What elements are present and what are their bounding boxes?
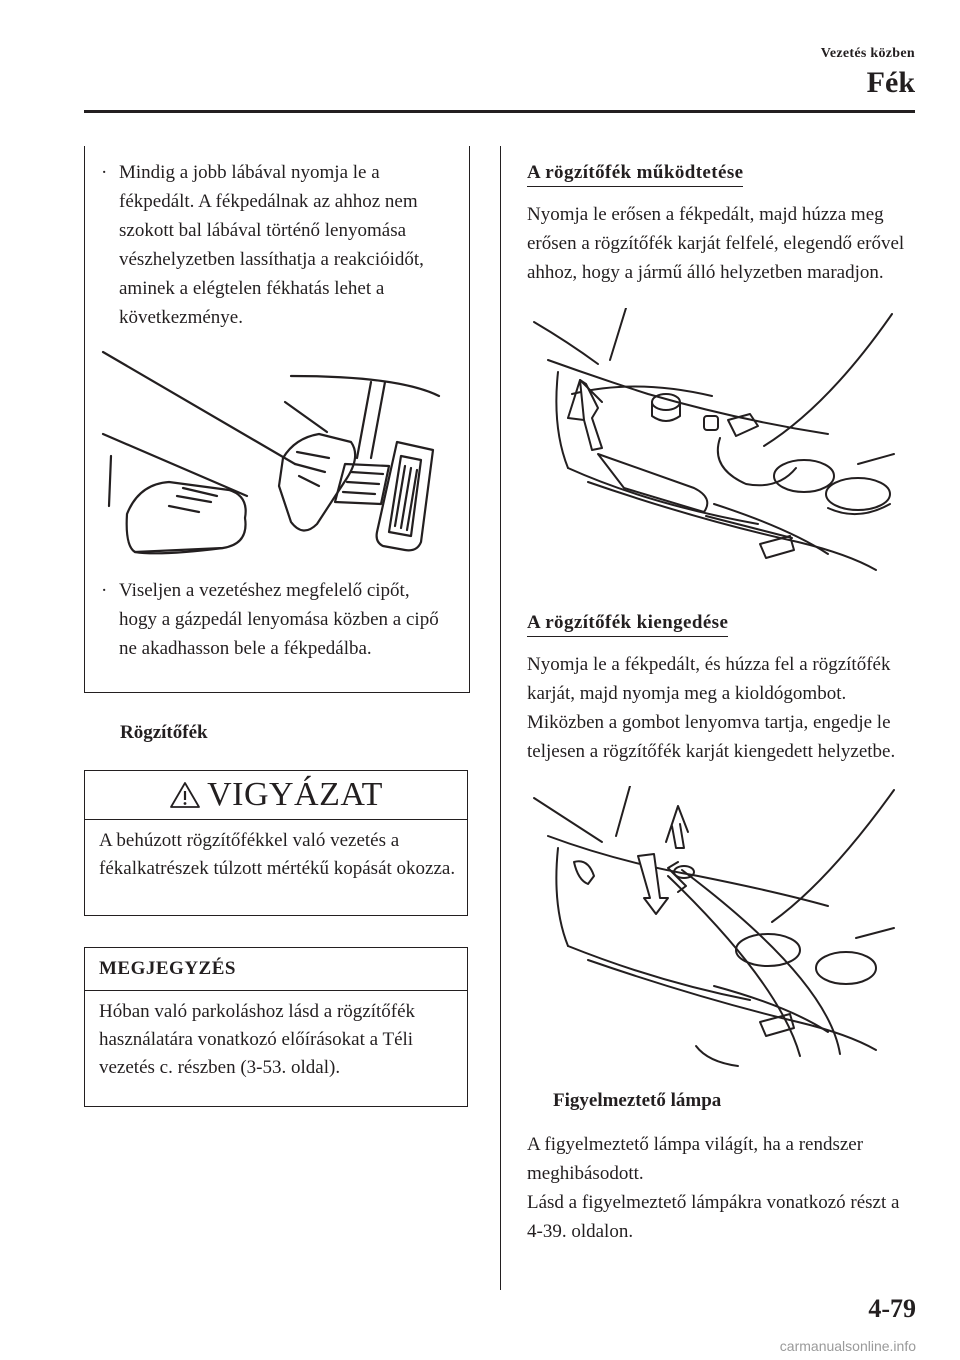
note-title: MEGJEGYZÉS	[99, 958, 236, 979]
bullet-item	[101, 158, 451, 332]
watermark: carmanualsonline.info	[779, 1338, 916, 1354]
parking-brake-pull-illustration	[528, 308, 900, 598]
note-title-row	[85, 948, 467, 991]
section-label-parking-brake: Rögzítőfék	[120, 722, 208, 743]
section-header: Vezetés közben	[820, 46, 915, 61]
header-rule	[84, 110, 915, 113]
caution-title-row	[85, 771, 467, 820]
warning-lamp-text-1: A figyelmeztető lámpa világít, ha a rendszer meghibásodott.	[527, 1134, 864, 1184]
tips-box	[84, 146, 470, 693]
page-title: Fék	[866, 66, 915, 99]
operate-heading-wrap	[527, 162, 743, 184]
operate-heading: A rögzítőfék működtetése	[527, 162, 743, 187]
pedal-illustration	[99, 346, 459, 570]
bullet-dot: ·	[101, 162, 108, 183]
release-heading: A rögzítőfék kiengedése	[527, 612, 728, 637]
caution-box	[84, 770, 468, 916]
section-label-warning-lamp: Figyelmeztető lámpa	[553, 1090, 722, 1111]
warning-lamp-text-2: Lásd a figyelmeztető lámpákra vonatkozó részt a 4-39. oldalon.	[527, 1192, 900, 1242]
warning-triangle-icon	[169, 780, 201, 810]
bullet-text: Mindig a jobb lábával nyomja le a fékpedált. A fékpedálnak az ahhoz nem szokott bal lábával történő lenyomása vészhelyzetben lassíthatja a reakcióidőt, aminek a elégtelen fékhatás lehet a következménye.	[119, 162, 424, 328]
note-box	[84, 947, 468, 1107]
page-number: 4-79	[868, 1294, 916, 1323]
release-heading-wrap	[527, 612, 728, 634]
column-divider	[500, 146, 501, 1290]
bullet-dot: ·	[101, 580, 108, 601]
bullet-item	[101, 576, 451, 663]
caution-text: A behúzott rögzítőfékkel való vezetés a fékalkatrészek túlzott mértékű kopását okozza.	[99, 830, 456, 879]
note-text: Hóban való parkoláshoz lásd a rögzítőfék használatára vonatkozó előírásokat a Téli vezetés c. részben (3-53. oldal).	[99, 1001, 416, 1078]
release-text: Nyomja le a fékpedált, és húzza fel a rögzítőfék karját, majd nyomja meg a kioldógombot. Miközben a gombot lenyomva tartja, engedje le teljesen a rögzítőfék karját kiengedett helyzetbe.	[527, 654, 896, 762]
caution-title: VIGYÁZAT	[207, 776, 383, 813]
bullet-text: Viseljen a vezetéshez megfelelő cipőt, hogy a gázpedál lenyomása közben a cipő ne akadhasson bele a fékpedálba.	[119, 580, 439, 659]
operate-text: Nyomja le erősen a fékpedált, majd húzza meg erősen a rögzítőfék karját felfelé, elegendő erővel ahhoz, hogy a jármű álló helyzetben maradjon.	[527, 204, 905, 283]
parking-brake-release-illustration	[528, 786, 900, 1078]
